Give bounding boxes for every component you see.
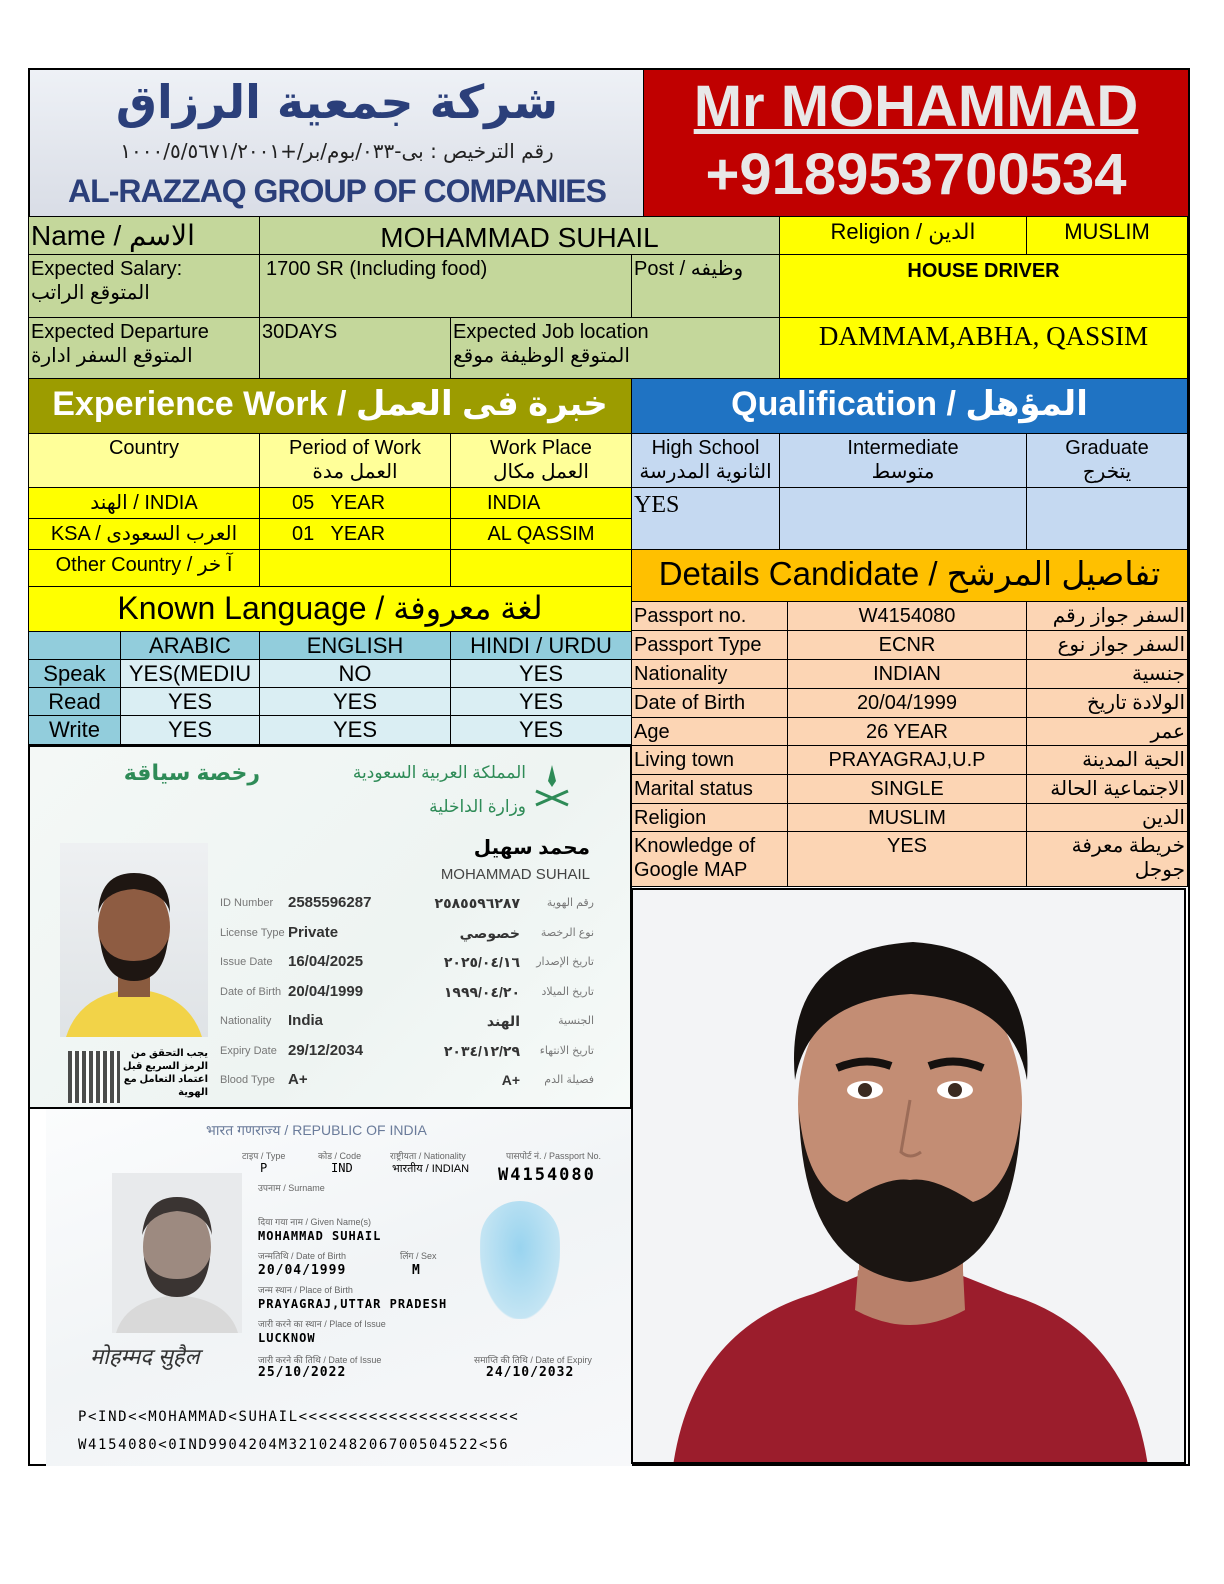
license-field-label: Date of Birth	[220, 985, 282, 998]
departure-label-arabic: المتوقع السفر ادارة	[31, 345, 193, 367]
qual-value-intermediate-cell	[779, 487, 1027, 550]
details-label-cell	[631, 630, 788, 660]
license-field-value-arabic: ١٩٩٩/٠٤/٢٠	[443, 983, 520, 1000]
exp-country-ksa: KSA / العرب السعودى	[50, 523, 238, 545]
license-field-value: India	[288, 1012, 324, 1029]
license-field-value-arabic: ٢٠٣٤/١٢/٢٩	[443, 1042, 520, 1059]
exp-place-india: INDIA	[487, 492, 541, 514]
license-field-value-arabic: ٢٠٢٥/٠٤/١٦	[443, 954, 520, 970]
name-value-cell	[259, 216, 780, 255]
license-kingdom-arabic: المملكة العربية السعودية	[352, 763, 526, 782]
company-logo	[30, 70, 644, 216]
details-value: SINGLE	[870, 778, 944, 800]
exp-row-period	[259, 549, 451, 587]
lang-speak-label: Speak	[43, 661, 106, 686]
passport-doe-value: 24/10/2032	[486, 1365, 575, 1380]
lang-cell	[120, 659, 260, 688]
candidate-banner	[644, 70, 1188, 216]
exp-header-period-arabic: العمل مدة	[312, 461, 398, 483]
departure-value: 30DAYS	[262, 321, 338, 343]
exp-country-india: الهند / INDIA	[90, 492, 198, 514]
post-label-cell	[631, 254, 780, 318]
lang-speak-english: NO	[338, 661, 372, 686]
exp-header-period-cell	[259, 433, 451, 488]
details-title: Details Candidate / تفاصيل المرشح	[658, 555, 1161, 592]
saudi-emblem-icon	[530, 761, 574, 813]
lang-header-english-cell	[259, 631, 451, 660]
license-field-label-arabic: فصيلة الدم	[544, 1074, 594, 1086]
details-label: Nationality	[634, 663, 728, 685]
license-ministry-arabic: وزارة الداخلية	[429, 797, 526, 816]
lang-cell	[259, 659, 451, 688]
exp-header-country-cell	[28, 433, 260, 488]
job-location-label-arabic: المتوقع الوظيفة موقع	[453, 345, 630, 367]
passport-poi-value: LUCKNOW	[258, 1331, 316, 1345]
details-value: ECNR	[878, 634, 936, 656]
passport-number-label: पासपोर्ट नं. / Passport No.	[506, 1151, 602, 1161]
details-label-arabic: السفر جواز رقم	[1052, 605, 1185, 627]
license-field-value: Private	[288, 923, 339, 941]
driving-license-image	[28, 745, 632, 1109]
post-value: HOUSE DRIVER	[907, 260, 1060, 282]
passport-sex-label: लिंग / Sex	[400, 1251, 437, 1261]
exp-place-ksa: AL QASSIM	[487, 523, 595, 545]
license-title-arabic: رخصة سياقة	[123, 760, 260, 785]
license-field-label-arabic: نوع الرخصة	[540, 926, 594, 939]
religion-label: Religion / الدين	[830, 219, 976, 244]
passport-doi-value: 25/10/2022	[258, 1365, 347, 1380]
qual-value-highschool-cell	[631, 487, 780, 550]
passport-doe-label: समाप्ति की तिथि / Date of Expiry	[474, 1355, 592, 1365]
job-location-value: DAMMAM,ABHA, QASSIM	[818, 321, 1149, 351]
qual-value-highschool: YES	[634, 492, 680, 518]
details-label-cell	[631, 688, 788, 718]
exp-row-place	[450, 518, 632, 550]
departure-label: Expected Departure	[31, 321, 209, 343]
passport-mrz-line-2: W4154080<0IND9904204M3210248206700504522<56	[78, 1437, 510, 1453]
qual-header-highschool-cell	[631, 433, 780, 488]
exp-row-period	[259, 487, 451, 519]
lang-row-label-cell	[28, 687, 121, 716]
details-label-cell	[631, 745, 788, 775]
details-label: Living town	[634, 749, 735, 771]
details-label-arabic: الولادة تاريخ	[1086, 692, 1185, 714]
exp-row-country	[28, 518, 260, 550]
job-location-label-cell	[450, 317, 780, 379]
details-value: INDIAN	[873, 663, 941, 685]
license-photo	[60, 843, 208, 1037]
license-field-label-arabic: تاريخ الميلاد	[541, 985, 594, 998]
job-location-value-cell	[779, 317, 1188, 379]
details-label-arabic: السفر جواز نوع	[1057, 634, 1185, 656]
qual-header-graduate-arabic: يتخرج	[1082, 461, 1132, 483]
details-label-cell	[631, 659, 788, 689]
details-label-cell	[631, 831, 788, 887]
language-title-cell	[28, 586, 632, 632]
passport-image	[46, 1109, 632, 1466]
language-title: Known Language / لغة معروفة	[117, 590, 543, 626]
details-label-arabic: خريطة معرفة جوجل	[1071, 835, 1185, 881]
post-label: Post / وظيفه	[634, 258, 744, 280]
lang-read-hindi: YES	[518, 689, 564, 714]
details-label-cell	[631, 774, 788, 804]
details-value: 20/04/1999	[856, 692, 958, 714]
qual-header-intermediate-arabic: متوسط	[871, 461, 935, 483]
salary-value-cell	[259, 254, 632, 318]
details-value-cell	[787, 659, 1027, 689]
passport-mrz-line-1: P<IND<<MOHAMMAD<SUHAIL<<<<<<<<<<<<<<<<<<<<<<	[78, 1409, 520, 1425]
departure-label-cell	[28, 317, 260, 379]
salary-label: Expected Salary:	[31, 258, 183, 280]
details-value: W4154080	[858, 605, 956, 627]
details-value: PRAYAGRAJ,U.P	[828, 749, 986, 771]
passport-pob-value: PRAYAGRAJ,UTTAR PRADESH	[258, 1297, 448, 1311]
license-field-label-arabic: الجنسية	[558, 1015, 594, 1027]
license-field-label-arabic: تاريخ الانتهاء	[539, 1044, 594, 1057]
experience-title-cell	[28, 378, 632, 434]
candidate-title: Mr MOHAMMAD	[693, 74, 1139, 139]
lang-write-hindi: YES	[518, 717, 564, 742]
license-field-value-arabic: خصوصي	[459, 924, 520, 941]
passport-surname-label: उपनाम / Surname	[258, 1183, 325, 1193]
details-value-cell	[787, 688, 1027, 718]
passport-sex-value: M	[412, 1263, 420, 1278]
exp-header-country: Country	[108, 437, 180, 459]
passport-signature: मोहम्मद सुहैल	[90, 1344, 200, 1369]
details-label-arabic-cell	[1026, 688, 1188, 718]
details-label-arabic-cell	[1026, 745, 1188, 775]
passport-type-value: P	[260, 1161, 268, 1175]
passport-nationality-value: भारतीय / INDIAN	[392, 1163, 470, 1175]
details-label-arabic-cell	[1026, 630, 1188, 660]
lang-cell	[120, 687, 260, 716]
passport-dob-value: 20/04/1999	[258, 1263, 347, 1278]
details-label-cell	[631, 601, 788, 631]
license-field-label: License Type	[220, 926, 285, 939]
name-value: MOHAMMAD SUHAIL	[380, 222, 659, 253]
lang-cell	[259, 715, 451, 745]
passport-dob-label: जन्मतिथि / Date of Birth	[258, 1251, 346, 1261]
lang-header-arabic: ARABIC	[149, 633, 231, 658]
details-value-cell	[787, 630, 1027, 660]
qualification-title: Qualification / المؤهل	[731, 385, 1088, 423]
salary-label-arabic: المتوقع الراتب	[31, 282, 150, 304]
salary-value: 1700 SR (Including food)	[266, 258, 488, 280]
qualification-title-cell	[631, 378, 1188, 434]
lang-read-label: Read	[48, 689, 101, 714]
license-field-label: Nationality	[220, 1015, 272, 1027]
logo-english-name: AL-RAZZAQ GROUP OF COMPANIES	[68, 173, 606, 209]
religion-label-cell	[779, 216, 1027, 255]
details-label-arabic: الدين	[1142, 807, 1185, 829]
details-label: Passport no.	[634, 605, 747, 627]
passport-pob-label: जन्म स्थान / Place of Birth	[258, 1285, 353, 1295]
details-label: Knowledge of Google MAP	[634, 835, 756, 881]
name-label: Name / الاسم	[31, 220, 195, 251]
details-label: Date of Birth	[634, 692, 746, 714]
details-value-cell	[787, 831, 1027, 887]
lang-cell	[450, 659, 632, 688]
lang-header-blank	[28, 631, 121, 660]
details-label-arabic-cell	[1026, 659, 1188, 689]
passport-code-label: कोड / Code	[318, 1151, 362, 1161]
details-value: MUSLIM	[868, 807, 946, 829]
details-title-cell	[631, 549, 1188, 602]
job-location-label: Expected Job location	[453, 321, 649, 343]
qual-header-intermediate: Intermediate	[847, 437, 959, 459]
details-label-arabic-cell	[1026, 717, 1188, 746]
exp-row-place	[450, 549, 632, 587]
lang-row-label-cell	[28, 715, 121, 745]
lang-write-arabic: YES	[167, 717, 213, 742]
lang-header-hindi: HINDI / URDU	[470, 633, 612, 658]
details-value: YES	[886, 835, 928, 857]
lang-speak-hindi: YES	[518, 661, 564, 686]
details-value: 26 YEAR	[866, 721, 948, 743]
lang-write-label: Write	[49, 717, 100, 742]
qr-code-icon	[68, 1051, 120, 1103]
details-label-arabic: عمر	[1150, 721, 1185, 743]
lang-header-hindi-cell	[450, 631, 632, 660]
qual-header-highschool: High School	[651, 437, 760, 459]
exp-header-period: Period of Work	[289, 437, 421, 459]
exp-period-ksa: 01 YEAR	[292, 523, 386, 545]
license-name-arabic: محمد سهيل	[473, 837, 590, 859]
license-field-value-arabic: ٢٥٨٥٥٩٦٢٨٧	[434, 895, 520, 911]
details-label-arabic-cell	[1026, 831, 1188, 887]
license-field-label: Blood Type	[220, 1074, 275, 1086]
passport-type-label: टाइप / Type	[242, 1151, 286, 1161]
exp-period-india: 05 YEAR	[292, 492, 386, 514]
exp-header-place-arabic: العمل مكال	[493, 461, 589, 483]
details-label-cell	[631, 803, 788, 832]
details-value-cell	[787, 717, 1027, 746]
qual-header-graduate: Graduate	[1065, 437, 1149, 459]
details-value-cell	[787, 774, 1027, 804]
passport-photo	[112, 1173, 242, 1333]
license-name-english: MOHAMMAD SUHAIL	[440, 866, 590, 883]
lang-header-english: ENGLISH	[306, 633, 404, 658]
lang-read-english: YES	[332, 689, 378, 714]
candidate-photo	[631, 888, 1186, 1464]
details-label: Age	[634, 721, 670, 743]
exp-row-period	[259, 518, 451, 550]
exp-country-other: Other Country / آ خر	[55, 554, 233, 576]
details-label-arabic-cell	[1026, 803, 1188, 832]
license-field-label: ID Number	[220, 897, 274, 909]
details-label-arabic-cell	[1026, 774, 1188, 804]
details-value-cell	[787, 601, 1027, 631]
post-value-cell	[779, 254, 1188, 318]
candidate-phone: +918953700534	[705, 142, 1127, 207]
lang-write-english: YES	[332, 717, 378, 742]
lang-cell	[450, 715, 632, 745]
license-field-value: 2585596287	[288, 894, 372, 911]
qual-header-intermediate-cell	[779, 433, 1027, 488]
passport-code-value: IND	[331, 1161, 353, 1175]
departure-value-cell	[259, 317, 451, 379]
details-label-arabic: جنسية	[1132, 663, 1185, 685]
lang-speak-arabic: YES(MEDIU	[128, 661, 252, 686]
lang-read-arabic: YES	[167, 689, 213, 714]
license-field-value: 20/04/1999	[288, 982, 364, 1000]
license-field-label-arabic: تاريخ الإصدار	[536, 956, 594, 968]
license-verify-note: يجب التحقق من الرمز السريع قبل اعتماد التعامل مع الهوية	[122, 1048, 208, 1098]
lang-cell	[120, 715, 260, 745]
passport-doi-label: जारी करने की तिथि / Date of Issue	[258, 1355, 382, 1365]
license-field-label: Expiry Date	[220, 1044, 277, 1057]
details-label: Religion	[634, 807, 707, 829]
details-label-arabic: الحية المدينة	[1082, 749, 1185, 771]
lang-row-label-cell	[28, 659, 121, 688]
exp-row-country	[28, 487, 260, 519]
passport-given-label: दिया गया नाम / Given Name(s)	[258, 1217, 372, 1227]
qual-header-highschool-arabic: الثانوية المدرسة	[639, 461, 772, 483]
details-label: Marital status	[634, 778, 753, 800]
passport-nationality-label: राष्ट्रीयता / Nationality	[390, 1151, 466, 1161]
exp-header-place: Work Place	[490, 437, 592, 459]
logo-license-number: رقم الترخيص : بى-٠٣٣/بوم/بر/+١٠٠٠/٥/٥٦٧١/٢٠٠١	[120, 139, 554, 163]
lang-header-arabic-cell	[120, 631, 260, 660]
exp-row-place	[450, 487, 632, 519]
lang-cell	[259, 687, 451, 716]
license-field-label: Issue Date	[220, 956, 273, 968]
exp-header-place-cell	[450, 433, 632, 488]
passport-number-value: W4154080	[498, 1165, 596, 1185]
details-label-cell	[631, 717, 788, 746]
details-value-cell	[787, 745, 1027, 775]
qual-header-graduate-cell	[1026, 433, 1188, 488]
religion-value-cell	[1026, 216, 1188, 255]
religion-value: MUSLIM	[1064, 219, 1150, 244]
details-label-arabic-cell	[1026, 601, 1188, 631]
details-value-cell	[787, 803, 1027, 832]
qual-value-graduate-cell	[1026, 487, 1188, 550]
passport-ghost-image	[480, 1201, 560, 1319]
experience-title: Experience Work / خبرة فى العمل	[52, 385, 608, 423]
passport-given-value: MOHAMMAD SUHAIL	[258, 1229, 382, 1243]
passport-poi-label: जारी करने का स्थान / Place of Issue	[258, 1319, 386, 1329]
details-label: Passport Type	[634, 634, 762, 656]
license-field-label-arabic: رقم الهوية	[546, 897, 594, 909]
name-label-cell	[28, 216, 260, 255]
logo-arabic-name: شركة جمعية الرزاق	[115, 75, 559, 129]
license-field-value-arabic: الهند	[486, 1013, 520, 1029]
details-label-arabic: الاجتماعية الحالة	[1050, 778, 1185, 800]
license-field-value: 16/04/2025	[288, 953, 364, 970]
passport-header: भारत गणराज्य / REPUBLIC OF INDIA	[206, 1122, 427, 1138]
lang-cell	[450, 687, 632, 716]
exp-row-country	[28, 549, 260, 587]
license-field-value: 29/12/2034	[288, 1041, 364, 1059]
license-field-value: A+	[288, 1071, 308, 1088]
license-field-value-arabic: A+	[501, 1072, 520, 1088]
salary-label-cell	[28, 254, 260, 318]
